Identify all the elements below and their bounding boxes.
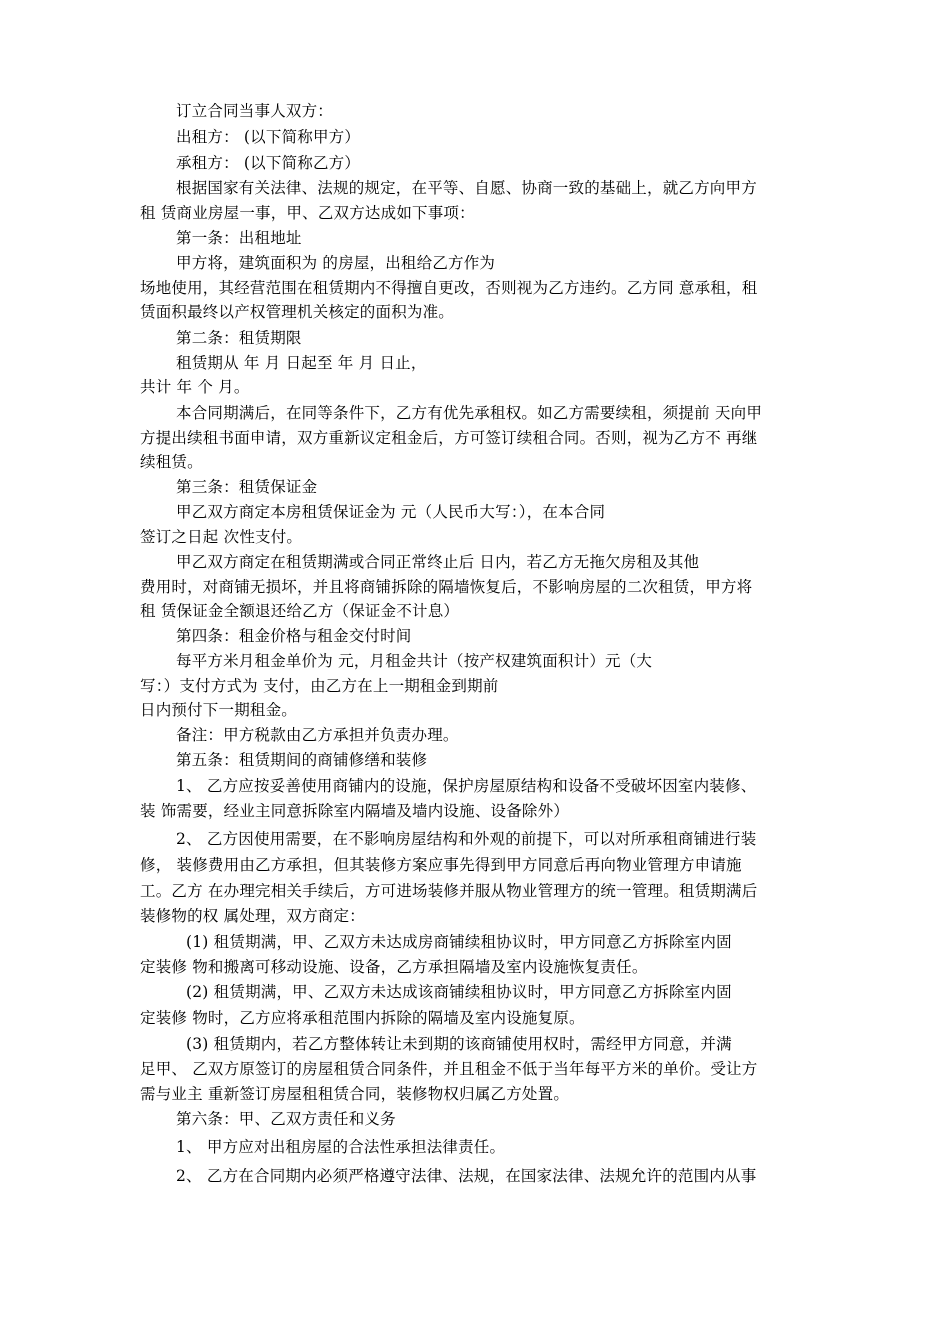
doc-line: 共计 年 个 月。 bbox=[140, 378, 250, 396]
doc-line: 装修物的权 属处理，双方商定： bbox=[140, 907, 365, 925]
doc-line: 定装修 物时，乙方应将承租范围内拆除的隔墙及室内设施复原。 bbox=[140, 1009, 585, 1027]
doc-line: 方提出续租书面申请，双方重新议定租金后，方可签订续租合同。否则，视为乙方不 再继 bbox=[140, 429, 758, 447]
section-heading: 第一条：出租地址 bbox=[176, 229, 302, 247]
doc-line: 订立合同当事人双方： bbox=[176, 102, 334, 120]
list-item: 2、 乙方在合同期内必须严格遵守法律、法规，在国家法律、法规允许的范围内从事 bbox=[176, 1167, 757, 1185]
doc-line: 租赁期从 年 月 日起至 年 月 日止， bbox=[176, 354, 427, 372]
doc-line: 定装修 物和搬离可移动设施、设备，乙方承担隔墙及室内设施恢复责任。 bbox=[140, 958, 648, 976]
section-heading: 第六条：甲、乙双方责任和义务 bbox=[176, 1110, 396, 1128]
doc-line: 本合同期满后，在同等条件下，乙方有优先承租权。如乙方需要续租，须提前 天向甲 bbox=[176, 404, 763, 422]
list-item: 1、 乙方应按妥善使用商铺内的设施，保护房屋原结构和设备不受破坏因室内装修、 bbox=[176, 777, 757, 795]
section-heading: 第三条：租赁保证金 bbox=[176, 478, 318, 496]
section-heading: 第五条：租赁期间的商铺修缮和装修 bbox=[176, 751, 428, 769]
list-item: (2) 租赁期满，甲、乙双方未达成该商铺续租协议时，甲方同意乙方拆除室内固 bbox=[186, 983, 732, 1001]
doc-line: 赁面积最终以产权管理机关核定的面积为准。 bbox=[140, 303, 455, 321]
doc-line: 出租方： (以下简称甲方） bbox=[176, 128, 361, 146]
doc-line: 续租赁。 bbox=[140, 453, 203, 471]
doc-line: 租 赁商业房屋一事，甲、乙双方达成如下事项： bbox=[140, 204, 475, 222]
doc-line: 需与业主 重新签订房屋租租赁合同，装修物权归属乙方处置。 bbox=[140, 1085, 570, 1103]
list-item: (3) 租赁期内，若乙方整体转让未到期的该商铺使用权时，需经甲方同意，并满 bbox=[186, 1035, 732, 1053]
list-item: 1、 甲方应对出租房屋的合法性承担法律责任。 bbox=[176, 1138, 506, 1156]
doc-line: 修， 装修费用由乙方承担，但其装修方案应事先得到甲方同意后再向物业管理方申请施 bbox=[140, 856, 742, 874]
doc-line: 租 赁保证金全额退还给乙方（保证金不计息） bbox=[140, 602, 460, 620]
doc-line: 根据国家有关法律、法规的规定，在平等、自愿、协商一致的基础上，就乙方向甲方 bbox=[176, 179, 757, 197]
doc-line: 费用时，对商铺无损坏，并且将商铺拆除的隔墙恢复后，不影响房屋的二次租赁，甲方将 bbox=[140, 578, 753, 596]
list-item: (1) 租赁期满，甲、乙双方未达成房商铺续租协议时，甲方同意乙方拆除室内固 bbox=[186, 933, 732, 951]
doc-line: 写：）支付方式为 支付，由乙方在上一期租金到期前 bbox=[140, 677, 499, 695]
doc-line: 每平方米月租金单价为 元，月租金共计（按产权建筑面积计）元（大 bbox=[176, 652, 653, 670]
doc-line: 承租方： (以下简称乙方） bbox=[176, 154, 361, 172]
doc-line: 签订之日起 次性支付。 bbox=[140, 528, 303, 546]
doc-line: 装 饰需要，经业主同意拆除室内隔墙及墙内设施、设备除外） bbox=[140, 802, 570, 820]
doc-line: 甲方将，建筑面积为 的房屋，出租给乙方作为 bbox=[176, 254, 496, 272]
doc-line: 备注：甲方税款由乙方承担并负责办理。 bbox=[176, 726, 459, 744]
doc-line: 足甲、 乙双方原签订的房屋租赁合同条件，并且租金不低于当年每平方米的单价。受让方 bbox=[140, 1060, 758, 1078]
list-item: 2、 乙方因使用需要，在不影响房屋结构和外观的前提下，可以对所承租商铺进行装 bbox=[176, 830, 757, 848]
doc-line: 日内预付下一期租金。 bbox=[140, 701, 298, 719]
doc-line: 场地使用，其经营范围在租赁期内不得擅自更改，否则视为乙方违约。乙方同 意承租，租 bbox=[140, 279, 758, 297]
section-heading: 第二条：租赁期限 bbox=[176, 329, 302, 347]
doc-line: 甲乙双方商定在租赁期满或合同正常终止后 日内，若乙方无拖欠房租及其他 bbox=[176, 553, 700, 571]
section-heading: 第四条：租金价格与租金交付时间 bbox=[176, 627, 412, 645]
doc-line: 工。乙方 在办理完相关手续后，方可进场装修并服从物业管理方的统一管理。租赁期满后 bbox=[140, 882, 758, 900]
doc-line: 甲乙双方商定本房租赁保证金为 元（人民币大写：），在本合同 bbox=[176, 503, 606, 521]
